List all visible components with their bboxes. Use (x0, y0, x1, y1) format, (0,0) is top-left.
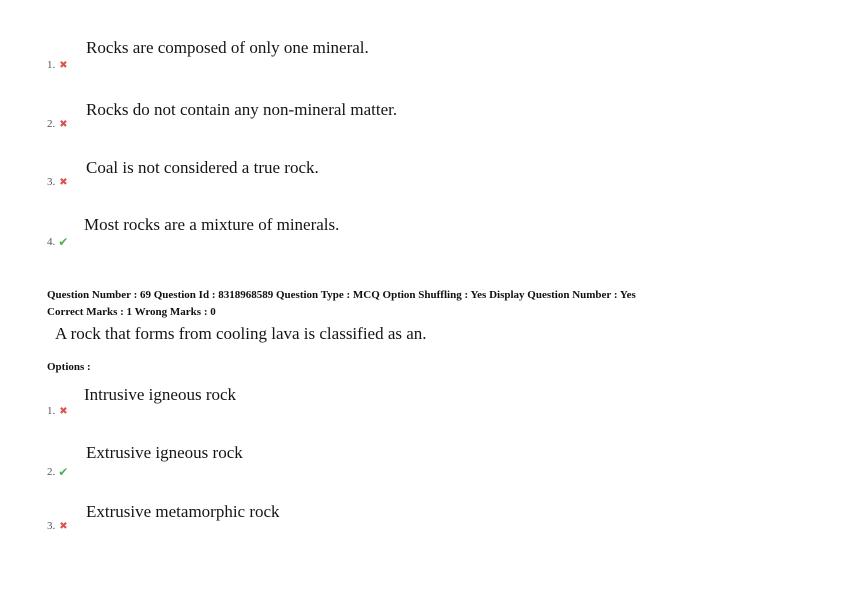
question-meta-line1: Question Number : 69 Question Id : 8318968589 Question Type : MCQ Option Shuffling : Yes Display Question Number : Yes (47, 289, 636, 301)
option-text: Intrusive igneous rock (84, 385, 237, 404)
wrong-icon: ✖ (59, 405, 68, 417)
check-icon: ✔ (58, 465, 69, 479)
option-text: Extrusive igneous rock (86, 443, 243, 462)
option-text: Rocks do not contain any non-mineral matter. (86, 100, 398, 119)
option-number (47, 235, 68, 249)
option-text: Rocks are composed of only one mineral. (86, 38, 369, 57)
wrong-icon: ✖ (59, 118, 68, 130)
option-number-label: 1. (47, 405, 56, 417)
option-number (47, 118, 68, 130)
question-text: A rock that forms from cooling lava is classified as an. (55, 324, 427, 343)
option-number (47, 405, 68, 417)
option-number (47, 520, 68, 532)
option-number (47, 59, 68, 71)
question-meta-line2: Correct Marks : 1 Wrong Marks : 0 (47, 306, 216, 318)
option-number-label: 2. (47, 466, 56, 478)
option-number-label: 3. (47, 520, 56, 532)
option-text: Most rocks are a mixture of minerals. (84, 215, 340, 234)
option-number-label: 1. (47, 59, 56, 71)
option-number-label: 3. (47, 176, 56, 188)
wrong-icon: ✖ (59, 520, 68, 532)
option-text: Coal is not considered a true rock. (86, 158, 319, 177)
option-number-label: 4. (47, 236, 56, 248)
wrong-icon: ✖ (59, 59, 68, 71)
option-number-label: 2. (47, 118, 56, 130)
option-text: Extrusive metamorphic rock (86, 502, 280, 521)
option-number (47, 176, 68, 188)
check-icon: ✔ (58, 235, 69, 249)
options-label: Options : (47, 361, 91, 373)
option-number (47, 465, 68, 479)
wrong-icon: ✖ (59, 176, 68, 188)
